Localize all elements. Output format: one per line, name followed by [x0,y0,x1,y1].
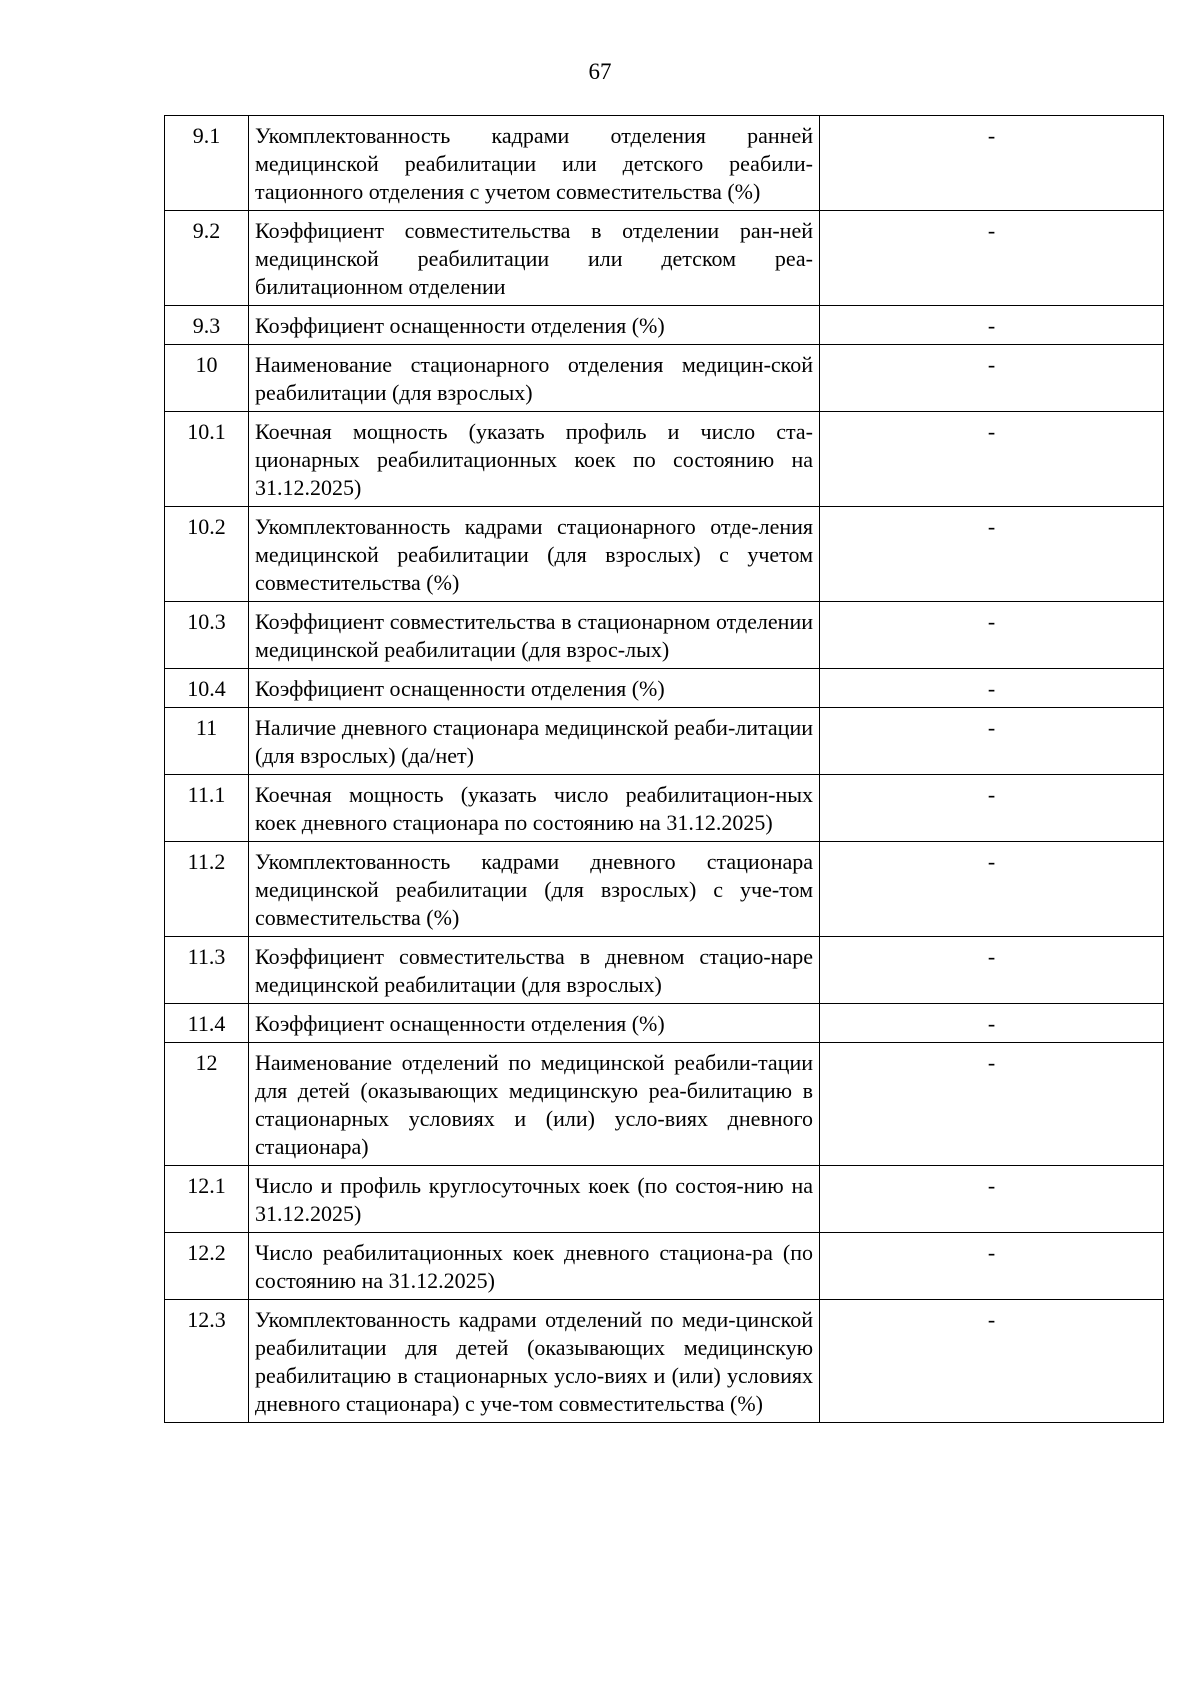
table-row [165,1233,1164,1300]
row-number: 10 [165,345,249,412]
row-number: 12.3 [165,1300,249,1423]
row-value: - [820,1166,1164,1233]
row-number: 11 [165,708,249,775]
row-description: Укомплектованность кадрами отделения ранней медицинской реабилитации или детского реабили-тационного отделения с учетом совместительства (%) [249,116,820,211]
row-number: 9.3 [165,306,249,345]
row-description: Число и профиль круглосуточных коек (по состоя-нию на 31.12.2025) [249,1166,820,1233]
row-description: Коечная мощность (указать профиль и число ста-ционарных реабилитационных коек по состоянию на 31.12.2025) [249,412,820,507]
row-value: - [820,669,1164,708]
row-number: 10.3 [165,602,249,669]
row-number: 12 [165,1043,249,1166]
row-value: - [820,1004,1164,1043]
row-value: - [820,775,1164,842]
table-row [165,211,1164,306]
table-row [165,708,1164,775]
table-row [165,116,1164,211]
row-number: 11.3 [165,937,249,1004]
row-number: 11.1 [165,775,249,842]
row-value: - [820,507,1164,602]
row-value: - [820,412,1164,507]
row-value: - [820,306,1164,345]
table-row [165,1300,1164,1423]
table-row [165,1043,1164,1166]
row-number: 10.1 [165,412,249,507]
row-value: - [820,1300,1164,1423]
table-row [165,306,1164,345]
row-number: 12.2 [165,1233,249,1300]
row-number: 9.2 [165,211,249,306]
row-number: 12.1 [165,1166,249,1233]
row-description: Наименование отделений по медицинской реабили-тации для детей (оказывающих медицинскую реа-билитацию в стационарных условиях и (или) усло-виях дневного стационара) [249,1043,820,1166]
row-description: Коэффициент оснащенности отделения (%) [249,1004,820,1043]
table-row [165,1004,1164,1043]
row-description: Коэффициент оснащенности отделения (%) [249,306,820,345]
table-row [165,937,1164,1004]
row-description: Коэффициент совместительства в стационарном отделении медицинской реабилитации (для взрос-лых) [249,602,820,669]
row-number: 11.4 [165,1004,249,1043]
table-row [165,507,1164,602]
row-value: - [820,345,1164,412]
row-description: Коэффициент совместительства в отделении ран-ней медицинской реабилитации или детском реа-билитационном отделении [249,211,820,306]
row-value: - [820,842,1164,937]
row-description: Коэффициент оснащенности отделения (%) [249,669,820,708]
row-description: Укомплектованность кадрами стационарного отде-ления медицинской реабилитации (для взрослых) с учетом совместительства (%) [249,507,820,602]
table-row [165,775,1164,842]
table-row [165,412,1164,507]
table-row [165,602,1164,669]
row-value: - [820,1043,1164,1166]
row-description: Число реабилитационных коек дневного стациона-ра (по состоянию на 31.12.2025) [249,1233,820,1300]
table-row [165,345,1164,412]
row-description: Наличие дневного стационара медицинской реаби-литации (для взрослых) (да/нет) [249,708,820,775]
indicator-table [164,115,1164,1423]
table-row [165,842,1164,937]
table-row [165,669,1164,708]
row-description: Коэффициент совместительства в дневном стацио-наре медицинской реабилитации (для взрослых) [249,937,820,1004]
row-value: - [820,937,1164,1004]
row-description: Укомплектованность кадрами отделений по меди-цинской реабилитации для детей (оказывающих медицинскую реабилитацию в стационарных усло-виях и (или) условиях дневного стационара) с уче-том совместительства (%) [249,1300,820,1423]
table-row [165,1166,1164,1233]
row-value: - [820,1233,1164,1300]
row-number: 10.4 [165,669,249,708]
row-value: - [820,602,1164,669]
row-number: 11.2 [165,842,249,937]
row-value: - [820,116,1164,211]
row-value: - [820,211,1164,306]
row-number: 9.1 [165,116,249,211]
row-number: 10.2 [165,507,249,602]
row-description: Коечная мощность (указать число реабилитацион-ных коек дневного стационара по состоянию на 31.12.2025) [249,775,820,842]
row-description: Наименование стационарного отделения медицин-ской реабилитации (для взрослых) [249,345,820,412]
page-number: 67 [588,59,612,84]
row-description: Укомплектованность кадрами дневного стационара медицинской реабилитации (для взрослых) с уче-том совместительства (%) [249,842,820,937]
row-value: - [820,708,1164,775]
